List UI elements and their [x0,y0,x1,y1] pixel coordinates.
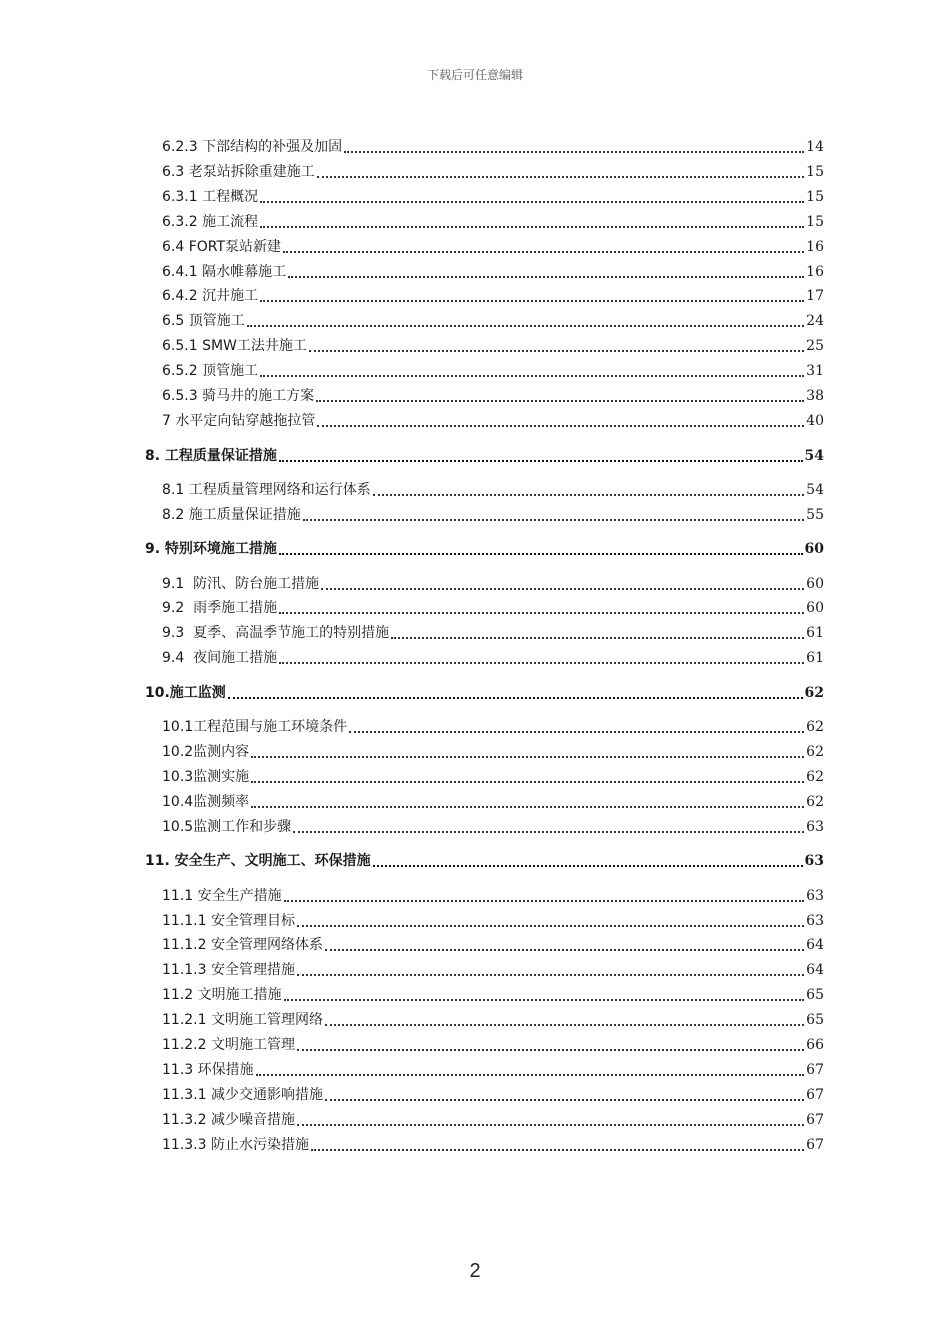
toc-entry-page: 61 [806,650,824,666]
page-header: 下载后可任意编辑 [426,68,523,82]
toc-entry-page: 64 [806,962,824,978]
toc-entry-page: 62 [806,744,824,760]
toc-section-entry[interactable] [162,1010,824,1030]
toc-entry-page: 67 [806,1112,824,1128]
toc-leader-dots [297,1124,804,1126]
toc-entry-title: 8. 工程质量保证措施 [145,448,277,464]
toc-leader-dots [317,176,804,178]
toc-entry-title: 6.4 FORT泵站新建 [162,239,282,255]
toc-entry-page: 60 [804,541,824,557]
toc-entry-page: 24 [806,313,824,329]
toc-entry-page: 25 [806,338,824,354]
toc-entry-title: 10.3监测实施 [162,769,250,785]
toc-leader-dots [321,588,804,590]
toc-section-entry[interactable] [162,480,824,500]
toc-leader-dots [279,612,804,614]
toc-section-entry[interactable] [162,336,824,356]
toc-section-entry[interactable] [162,286,824,306]
toc-entry-title: 11.1.3 安全管理措施 [162,962,295,978]
toc-entry-title: 6.3 老泵站拆除重建施工 [162,164,315,180]
toc-entry-title: 6.2.3 下部结构的补强及加固 [162,139,343,155]
toc-entry-page: 62 [806,769,824,785]
toc-entry-title: 6.4.1 隔水帷幕施工 [162,264,287,280]
toc-entry-title: 11.3.2 减少噪音措施 [162,1112,295,1128]
toc-entry-title: 11.1 安全生产措施 [162,888,282,904]
toc-section-entry[interactable] [162,237,824,257]
toc-chapter-entry[interactable] [145,446,824,466]
toc-leader-dots [260,226,804,228]
toc-section-entry[interactable] [162,886,824,906]
toc-entry-page: 15 [806,189,824,205]
toc-section-entry[interactable] [162,742,824,762]
toc-section-entry[interactable] [162,985,824,1005]
toc-entry-page: 54 [806,482,824,498]
toc-leader-dots [297,974,804,976]
toc-entry-title: 11. 安全生产、文明施工、环保措施 [145,853,371,869]
toc-section-entry[interactable] [162,767,824,787]
toc-entry-title: 11.1.1 安全管理目标 [162,913,295,929]
toc-section-entry[interactable] [162,1085,824,1105]
toc-leader-dots [344,151,804,153]
toc-entry-page: 60 [806,600,824,616]
toc-leader-dots [303,519,804,521]
toc-leader-dots [279,662,804,664]
toc-leader-dots [311,1149,804,1151]
toc-leader-dots [251,756,804,758]
toc-entry-page: 62 [806,719,824,735]
toc-chapter-entry[interactable] [145,683,824,703]
toc-leader-dots [373,865,803,867]
toc-entry-page: 63 [804,853,824,869]
toc-section-entry[interactable] [162,792,824,812]
toc-section-entry[interactable] [162,311,824,331]
toc-leader-dots [325,1024,804,1026]
toc-section-entry[interactable] [162,648,824,668]
toc-entry-page: 17 [806,288,824,304]
toc-section-entry[interactable] [162,717,824,737]
toc-leader-dots [316,400,804,402]
toc-entry-title: 9.1 防汛、防台施工措施 [162,576,320,592]
toc-entry-page: 54 [804,448,824,464]
toc-entry-page: 67 [806,1062,824,1078]
toc-entry-page: 63 [806,819,824,835]
toc-entry-title: 10.1工程范围与施工环境条件 [162,719,348,735]
toc-chapter-entry[interactable] [145,539,824,559]
toc-entry-title: 11.2.1 文明施工管理网络 [162,1012,323,1028]
toc-section-entry[interactable] [162,505,824,525]
toc-section-entry[interactable] [162,137,824,157]
toc-entry-page: 63 [806,888,824,904]
toc-entry-page: 65 [806,1012,824,1028]
toc-leader-dots [293,831,804,833]
toc-section-entry[interactable] [162,1035,824,1055]
toc-section-entry[interactable] [162,386,824,406]
toc-entry-page: 14 [806,139,824,155]
toc-entry-page: 63 [806,913,824,929]
toc-entry-title: 8.1 工程质量管理网络和运行体系 [162,482,371,498]
toc-entry-page: 65 [806,987,824,1003]
toc-entry-title: 11.1.2 安全管理网络体系 [162,937,323,953]
toc-entry-title: 11.3.1 减少交通影响措施 [162,1087,323,1103]
toc-leader-dots [251,806,804,808]
toc-entry-title: 6.5.1 SMW工法井施工 [162,338,307,354]
toc-entry-title: 11.3.3 防止水污染措施 [162,1137,309,1153]
toc-leader-dots [391,637,804,639]
toc-leader-dots [228,697,803,699]
toc-section-entry[interactable] [162,1060,824,1080]
toc-entry-page: 31 [806,363,824,379]
toc-leader-dots [309,350,804,352]
toc-leader-dots [288,276,804,278]
toc-leader-dots [349,731,804,733]
toc-entry-page: 15 [806,164,824,180]
toc-leader-dots [260,300,804,302]
toc-entry-title: 11.3 环保措施 [162,1062,254,1078]
toc-entry-title: 6.3.1 工程概况 [162,189,259,205]
toc-entry-title: 6.3.2 施工流程 [162,214,259,230]
toc-section-entry[interactable] [162,1110,824,1130]
toc-entry-title: 10.2监测内容 [162,744,250,760]
toc-section-entry[interactable] [162,935,824,955]
toc-entry-page: 60 [806,576,824,592]
toc-entry-title: 11.2.2 文明施工管理 [162,1037,295,1053]
toc-entry-page: 15 [806,214,824,230]
toc-entry-page: 62 [806,794,824,810]
toc-entry-title: 6.5.3 骑马井的施工方案 [162,388,315,404]
toc-leader-dots [284,999,805,1001]
toc-entry-title: 9.4 夜间施工措施 [162,650,278,666]
toc-entry-title: 9.2 雨季施工措施 [162,600,278,616]
toc-section-entry[interactable] [162,361,824,381]
toc-entry-title: 10.4监测频率 [162,794,250,810]
toc-entry-title: 6.5.2 顶管施工 [162,363,259,379]
toc-entry-page: 64 [806,937,824,953]
toc-section-entry[interactable] [162,162,824,182]
toc-entry-page: 67 [806,1137,824,1153]
toc-leader-dots [283,251,804,253]
toc-chapter-entry[interactable] [145,851,824,871]
toc-entry-page: 67 [806,1087,824,1103]
toc-leader-dots [297,925,804,927]
toc-section-entry[interactable] [162,1135,824,1155]
toc-section-entry[interactable] [162,187,824,207]
toc-entry-title: 11.2 文明施工措施 [162,987,282,1003]
toc-entry-page: 61 [806,625,824,641]
toc-section-entry[interactable] [162,212,824,232]
toc-leader-dots [373,494,804,496]
toc-section-entry[interactable] [162,262,824,282]
toc-entry-page: 38 [806,388,824,404]
toc-leader-dots [279,553,803,555]
toc-leader-dots [256,1074,805,1076]
toc-leader-dots [279,460,803,462]
toc-leader-dots [325,1099,804,1101]
toc-leader-dots [251,781,804,783]
toc-entry-title: 9.3 夏季、高温季节施工的特别措施 [162,625,390,641]
toc-section-entry[interactable] [162,911,824,931]
toc-entry-page: 40 [806,413,824,429]
toc-entry-title: 6.5 顶管施工 [162,313,245,329]
toc-entry-title: 8.2 施工质量保证措施 [162,507,301,523]
toc-section-entry[interactable] [162,411,824,431]
toc-entry-page: 16 [806,264,824,280]
toc-leader-dots [325,949,804,951]
page-number: 2 [469,1260,481,1282]
toc-entry-title: 6.4.2 沉井施工 [162,288,259,304]
toc-entry-title: 10.施工监测 [145,685,226,701]
toc-section-entry[interactable] [162,598,824,618]
toc-entry-page: 16 [806,239,824,255]
toc-entry-title: 10.5监测工作和步骤 [162,819,292,835]
toc-leader-dots [284,900,805,902]
toc-entry-page: 66 [806,1037,824,1053]
toc-section-entry[interactable] [162,623,824,643]
toc-section-entry[interactable] [162,817,824,837]
toc-leader-dots [260,201,804,203]
toc-section-entry[interactable] [162,574,824,594]
toc-entry-page: 55 [806,507,824,523]
toc-leader-dots [317,425,804,427]
toc-section-entry[interactable] [162,960,824,980]
toc-entry-page: 62 [804,685,824,701]
toc-leader-dots [260,375,804,377]
toc-entry-title: 9. 特别环境施工措施 [145,541,277,557]
toc-entry-title: 7 水平定向钻穿越拖拉管 [162,413,316,429]
toc-leader-dots [297,1049,804,1051]
toc-leader-dots [247,325,804,327]
